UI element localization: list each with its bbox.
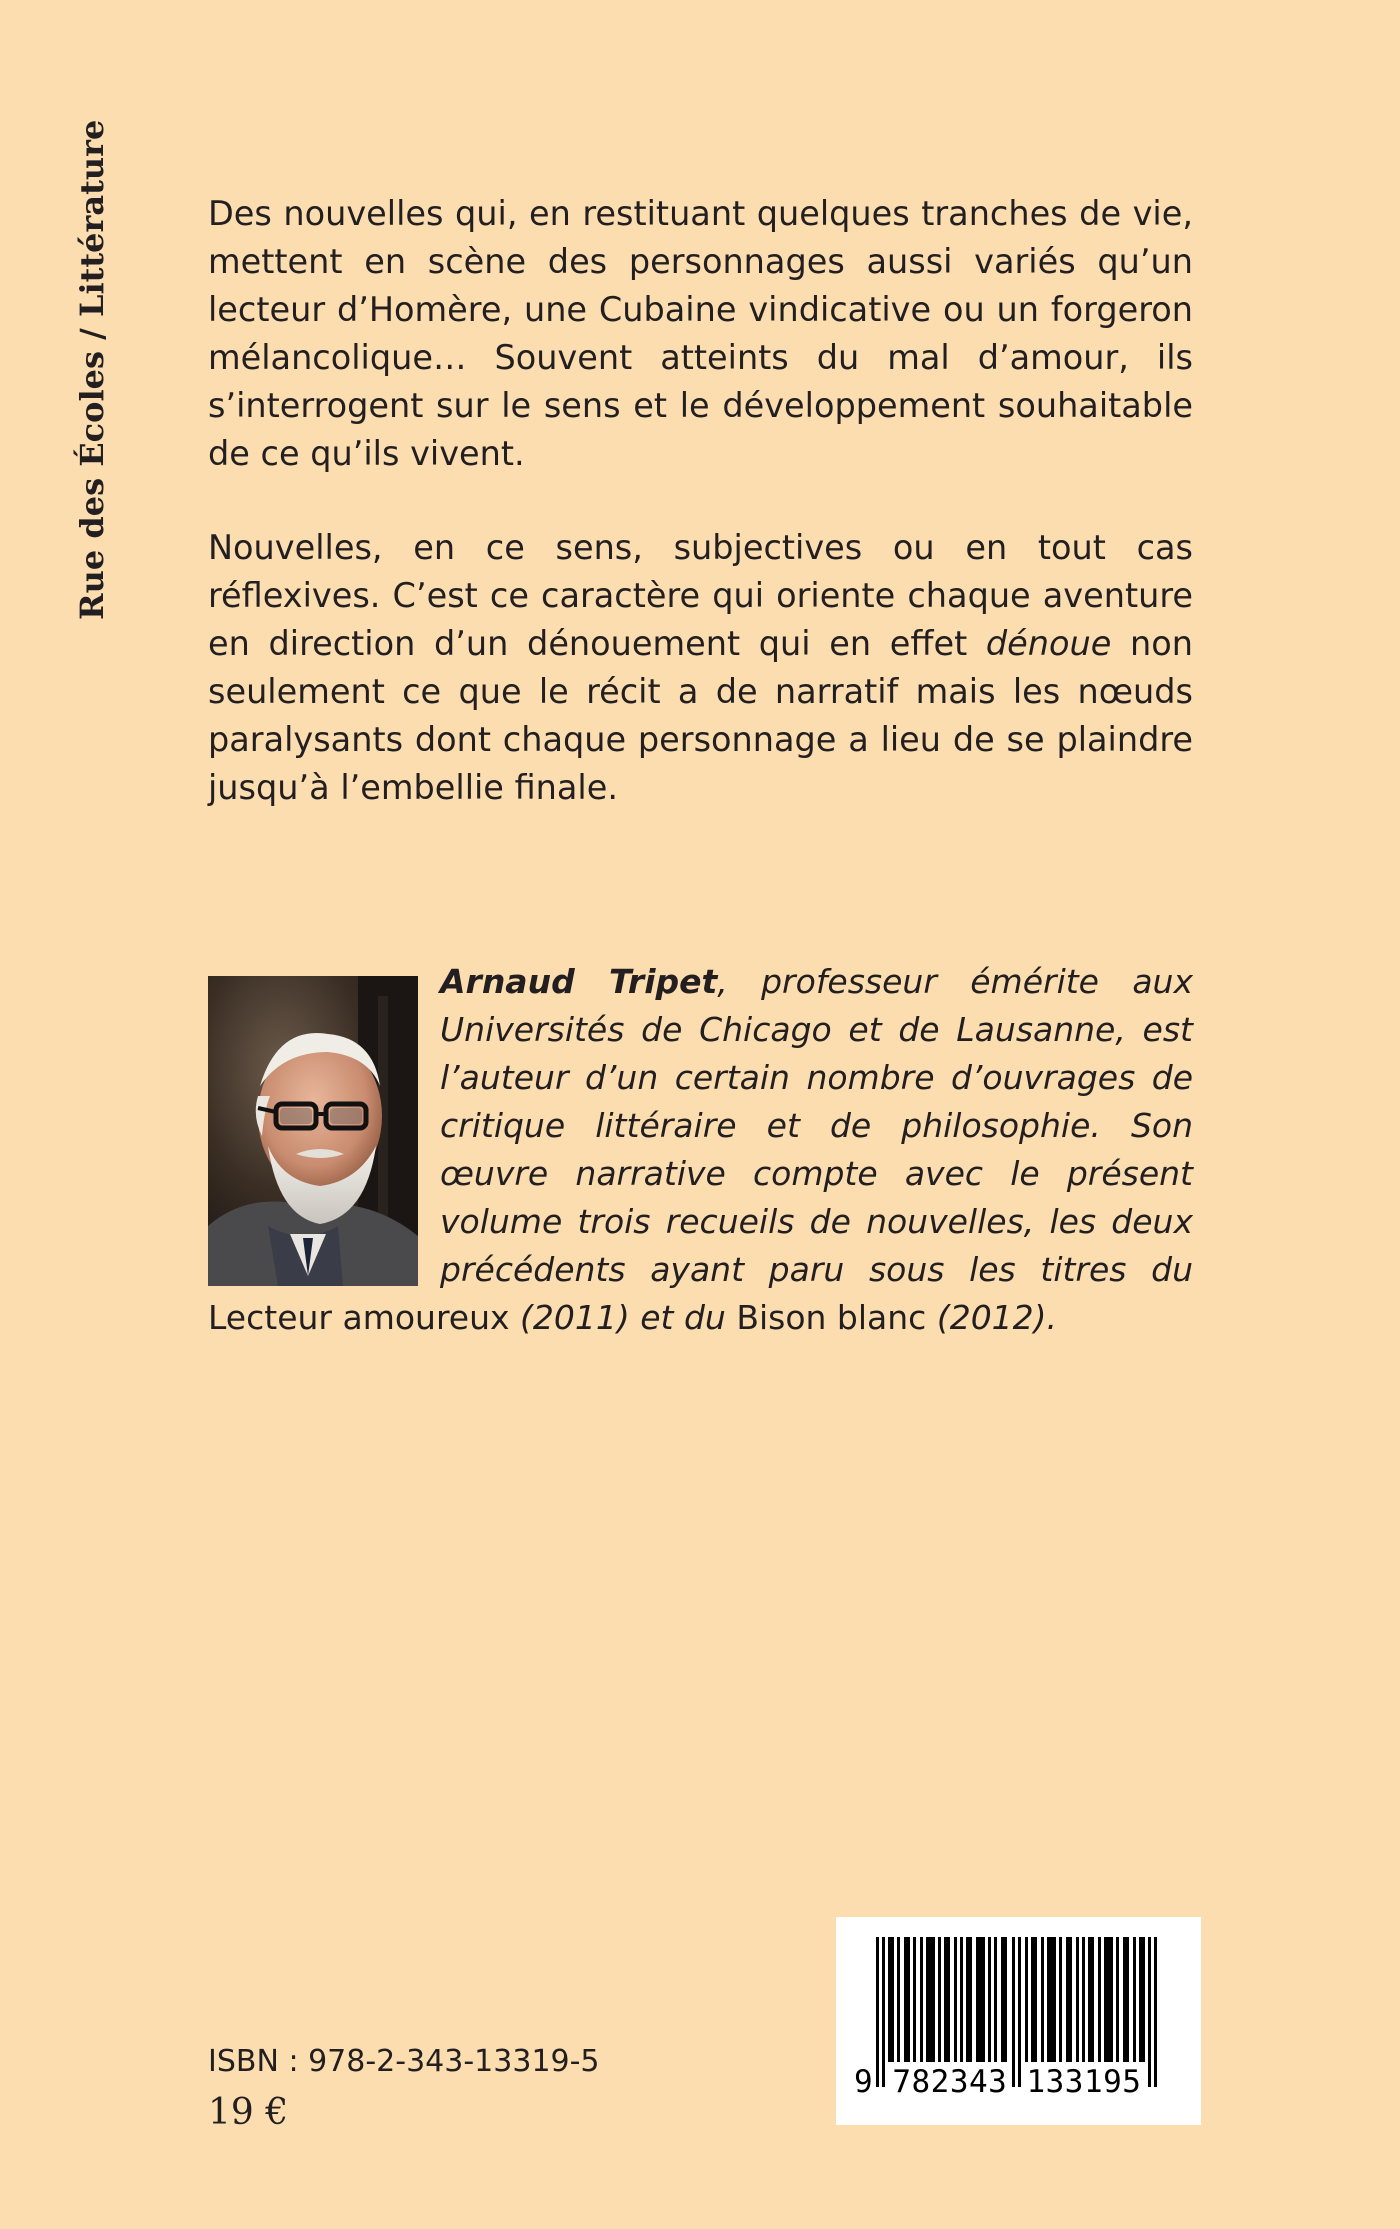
- barcode: [836, 1917, 1201, 2125]
- blurb-paragraph-2: [208, 524, 1193, 812]
- author-bio: [208, 958, 1193, 1342]
- book-year-1: (2011) et du: [509, 1298, 737, 1337]
- blurb-paragraph-1: Des nouvelles qui, en restituant quelques tranches de vie, mettent en scène des personnages aussi variés qu’un lecteur d’Homère, une Cubaine vindicative ou un forgeron mélancolique… Souvent atteints du mal d’amour, ils s’interrogent sur le sens et le développement souhaitable de ce qu’ils vivent.: [208, 194, 1193, 473]
- author-photo: [208, 976, 418, 1286]
- isbn: ISBN : 978-2-343-13319-5: [208, 2044, 600, 2079]
- blurb-paragraph-2-end: non seulement ce que le récit a de narratif mais les nœuds paralysants dont chaque personnage a lieu de se plaindre jusqu’à l’embellie finale.: [208, 624, 1193, 807]
- collection-label: Rue des Écoles / Littérature: [73, 119, 111, 620]
- blurb-paragraph-2-start: Nouvelles, en ce sens, subjectives ou en tout cas réflexives. C’est ce caractère qui oriente chaque aventure en direction d’un dénouement qui en effet: [208, 528, 1193, 663]
- blurb-emphasis: dénoue: [985, 624, 1112, 663]
- price: 19 €: [208, 2092, 289, 2133]
- blurb: [208, 190, 1193, 858]
- author-name: Arnaud Tripet: [440, 962, 718, 1001]
- barcode-number: 9 782343 133195: [854, 2064, 1142, 2100]
- author-bio-text: , professeur émérite aux Universités de Chicago et de Lausanne, est l’auteur d’un certain nombre d’ouvrages de critique littéraire et de philosophie. Son œuvre narrative compte avec le présent volume trois recueils de nouvelles, les deux précédents ayant paru sous les titres du: [440, 962, 1193, 1289]
- book-title-1: Lecteur amoureux: [208, 1298, 510, 1337]
- book-year-2: (2012).: [926, 1298, 1058, 1337]
- book-title-2: Bison blanc: [736, 1298, 927, 1337]
